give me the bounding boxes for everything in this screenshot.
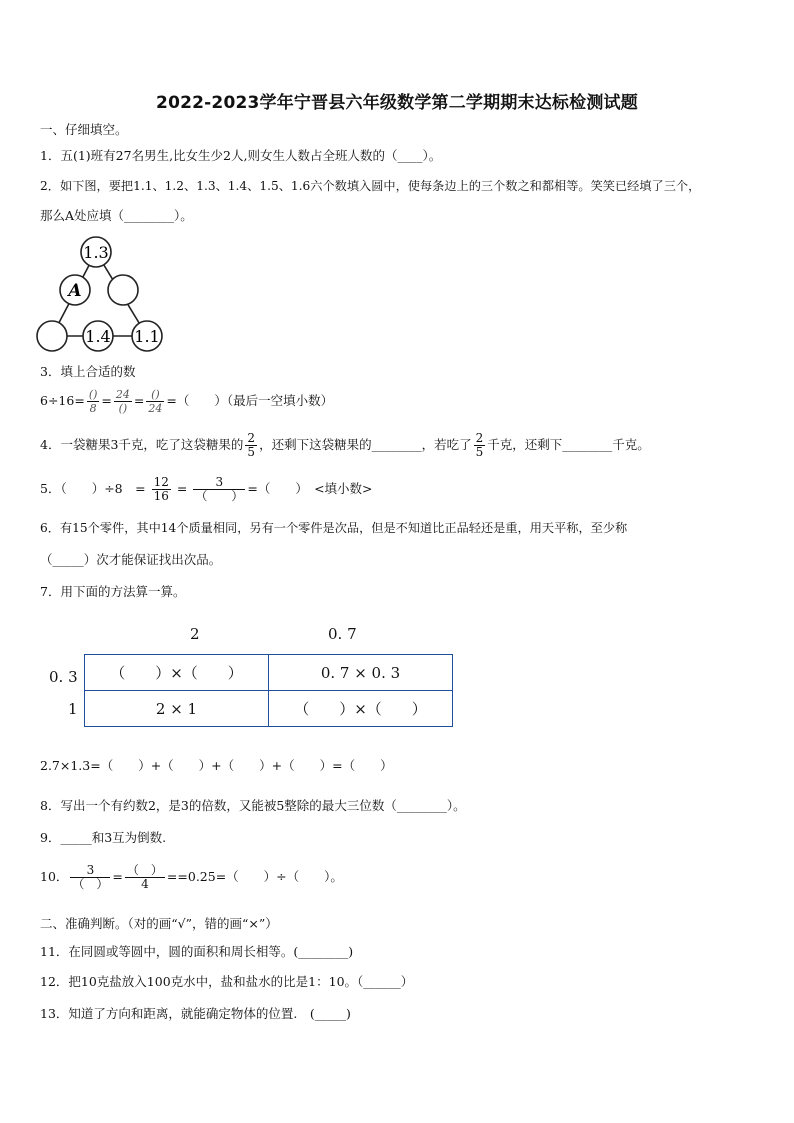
q10-fraction-1: $\frac{3}{( )}$	[72, 863, 109, 891]
q4-fraction-2: $\frac{2}{5}$	[475, 431, 484, 459]
table-cell: （ ）×（ ）	[269, 691, 453, 727]
q5-equals: =	[176, 481, 188, 496]
table-cell: （ ）×（ ）	[85, 655, 269, 691]
q3-suffix: =（ ）（最后一空填小数）	[166, 393, 334, 408]
q5-fraction-1: $\frac{12}{16}$	[153, 475, 169, 503]
table-cell: 0. 7 × 0. 3	[269, 655, 453, 691]
q10-prefix: 10．	[40, 869, 69, 884]
page-title: 2022-2023学年宁晋县六年级数学第二学期期末达标检测试题	[156, 93, 638, 113]
q3-fraction-1: $\frac{()}{8}$	[88, 388, 98, 415]
circle-bottom-left-empty	[37, 321, 67, 351]
q5-fraction-2: $\frac{3}{( )}$	[195, 475, 244, 503]
question-3: 3．填上合适的数	[40, 364, 136, 379]
q10-equals: =	[112, 869, 123, 884]
multiplication-table	[84, 654, 453, 727]
q3-prefix: 6÷16=	[40, 393, 85, 408]
question-6-line-1: 6．有15个零件，其中14个质量相同，另有一个零件是次品，但是不知道比正品轻还是重，用天平称，至少称	[40, 521, 628, 535]
table-row	[85, 655, 453, 691]
circle-a-label: A	[68, 281, 82, 301]
circle-bottom-right-label: 1.1	[134, 327, 160, 346]
question-12: 12．把10克盐放入100克水中，盐和盐水的比是1：10。（______）	[40, 974, 414, 989]
q5-prefix: 5．（ ）÷8 =	[40, 481, 146, 496]
q4-part-1: 4．一袋糖果3千克，吃了这袋糖果的	[40, 437, 244, 452]
q4-fraction-1: $\frac{2}{5}$	[247, 431, 256, 459]
table-row-header-1: 0. 3	[49, 668, 78, 686]
question-2-line-2: 那么A处应填（________）。	[40, 208, 193, 223]
q4-part-2: ，还剩下这袋糖果的________，若吃了	[259, 437, 472, 452]
q10-fraction-2: $\frac{( )}{4}$	[126, 863, 163, 891]
section-2-heading: 二、准确判断。（对的画“√”，错的画“×”）	[40, 916, 278, 931]
question-5	[40, 476, 373, 503]
circle-bottom-mid-label: 1.4	[85, 327, 111, 346]
circle-a	[60, 275, 90, 305]
table-col-header-1: 2	[190, 625, 200, 643]
triangle-circle-diagram	[36, 232, 166, 354]
question-11: 11．在同圆或等圆中，圆的面积和周长相等。(________)	[40, 944, 354, 959]
question-6-line-2: （_____）次才能保证找出次品。	[40, 552, 222, 567]
table-col-header-2: 0. 7	[328, 625, 357, 643]
table-row	[85, 691, 453, 727]
table-row-header-2: 1	[68, 700, 78, 718]
q3-fraction-3: $\frac{()}{24}$	[148, 388, 163, 415]
circle-top	[81, 237, 111, 267]
table-cell: 2 × 1	[85, 691, 269, 727]
question-10	[40, 864, 343, 891]
question-1: 1．五(1)班有27名男生,比女生少2人,则女生人数占全班人数的（____）。	[40, 148, 442, 163]
question-13: 13．知道了方向和距离，就能确定物体的位置. (_____)	[40, 1006, 351, 1021]
q4-part-3: 千克，还剩下________千克。	[487, 437, 650, 452]
q5-suffix: =（ ） <填小数>	[247, 481, 373, 496]
q3-fraction-2: $\frac{24}{()}$	[115, 388, 130, 415]
question-7: 7．用下面的方法算一算。	[40, 584, 186, 599]
question-8: 8．写出一个有约数2，是3的倍数，又能被5整除的最大三位数（________）。	[40, 798, 466, 813]
question-3-expression: 6÷16= $\frac{()}{8}$ = $\frac{24}{()}$ = $\frac{()}{24}$ =（ ）（最后一空填小数）	[40, 388, 334, 415]
circle-top-label: 1.3	[83, 243, 109, 262]
circle-right-empty	[108, 275, 138, 305]
q10-suffix: ==0.25=（ ）÷（ ）。	[166, 869, 343, 884]
question-2-line-1: 2．如下图，要把1.1、1.2、1.3、1.4、1.5、1.6六个数填入圆中，使每条边上的三个数之和都相等。笑笑已经填了三个，	[40, 179, 701, 193]
question-7-equation: 2.7×1.3=（ ）+（ ）+（ ）+（ ）=（ ）	[40, 758, 393, 773]
section-1-heading: 一、仔细填空。	[40, 122, 128, 137]
circle-bottom-right	[132, 321, 162, 351]
question-4	[40, 432, 650, 459]
circle-bottom-mid	[83, 321, 113, 351]
question-9: 9．_____和3互为倒数.	[40, 830, 167, 845]
